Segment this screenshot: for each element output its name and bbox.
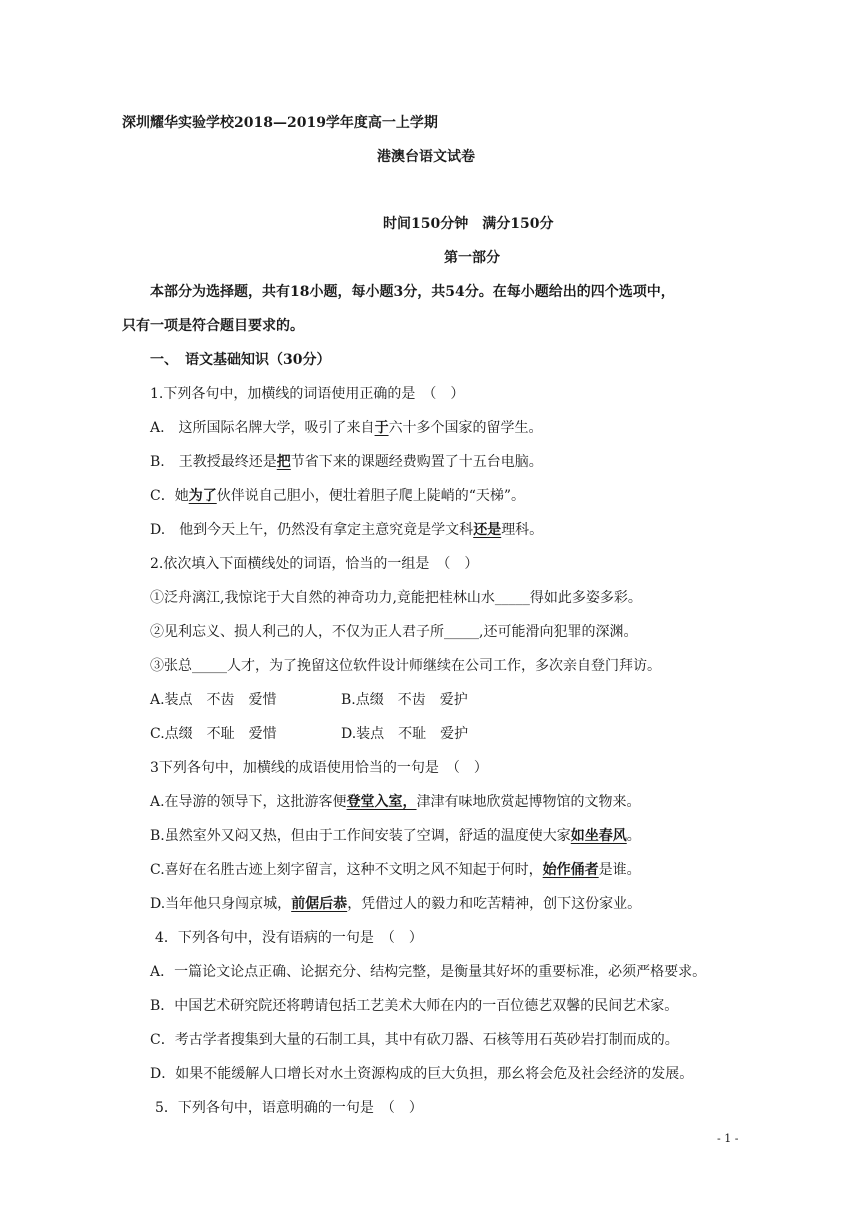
- option-text: A.在导游的领导下，这批游客便: [150, 794, 347, 810]
- section-heading: 一、 语文基础知识（30分）: [150, 352, 331, 368]
- underlined-word: 为了: [188, 488, 217, 504]
- option-text: 理科。: [501, 522, 544, 538]
- option-text: D.当年他只身闯京城，: [150, 896, 292, 912]
- time-score: 时间150分钟 满分150分: [383, 216, 554, 232]
- question-2-sentence-3: ③张总_____人才，为了挽留这位软件设计师继续在公司工作，多次亲自登门拜访。: [150, 658, 661, 674]
- question-3-stem: 3下列各句中，加横线的成语使用恰当的一句是 （ ）: [150, 760, 488, 776]
- option-text: 节省下来的课题经费购置了十五台电脑。: [290, 454, 543, 470]
- question-2-stem: 2.依次填入下面横线处的词语，恰当的一组是 （ ）: [150, 556, 479, 572]
- part-heading: 第一部分: [444, 250, 500, 266]
- option-text: 六十多个国家的留学生。: [388, 420, 543, 436]
- question-2-option-a: A.装点 不齿 爱惜: [150, 692, 277, 708]
- underlined-word: 把: [276, 454, 291, 470]
- question-2-option-d: D.装点 不耻 爱护: [341, 726, 469, 742]
- question-3-option-d: [150, 895, 641, 913]
- page-number: - 1 -: [717, 1132, 739, 1145]
- option-text: 。: [626, 828, 641, 844]
- question-1-option-d: [150, 521, 543, 539]
- instructions-line-1: 本部分为选择题，共有18小题，每小题3分，共54分。在每小题给出的四个选项中，: [150, 284, 675, 300]
- underlined-idiom: 登堂入室，: [346, 794, 417, 810]
- question-4-option-c: C．考古学者搜集到大量的石制工具，其中有砍刀器、石核等用石英砂岩打制而成的。: [150, 1032, 679, 1048]
- question-1-option-a: [150, 419, 543, 437]
- question-2-sentence-1: ①泛舟漓江,我惊诧于大自然的神奇功力,竟能把桂林山水_____得如此多姿多彩。: [150, 590, 642, 606]
- option-text: A. 这所国际名牌大学，吸引了来自: [150, 420, 375, 436]
- question-3-option-a: [150, 793, 641, 811]
- option-text: D. 他到今天上午，仍然没有拿定主意究竟是学文科: [150, 522, 474, 538]
- underlined-idiom: 前倨后恭: [291, 896, 348, 912]
- question-2-sentence-2: ②见利忘义、损人利己的人，不仅为正人君子所_____,还可能滑向犯罪的深渊。: [150, 624, 638, 640]
- option-text: C．她: [150, 488, 189, 504]
- question-2-option-b: B.点缀 不齿 爱护: [341, 692, 468, 708]
- underlined-word: 还是: [473, 522, 502, 538]
- option-text: ，凭借过人的毅力和吃苦精神，创下这份家业。: [347, 896, 642, 912]
- option-text: 津津有味地欣赏起博物馆的文物来。: [416, 794, 641, 810]
- option-text: B.虽然室外又闷又热，但由于工作间安装了空调，舒适的温度使大家: [150, 828, 571, 844]
- school-term-title: 深圳耀华实验学校2018—2019学年度高一上学期: [122, 115, 438, 131]
- question-1-option-b: [150, 453, 543, 471]
- option-text: C.喜好在名胜古迹上刻字留言，这种不文明之风不知起于何时，: [150, 862, 543, 878]
- question-5-stem: 5．下列各句中，语意明确的一句是 （ ）: [155, 1100, 423, 1116]
- question-2-option-c: C.点缀 不耻 爱惜: [150, 726, 277, 742]
- question-3-option-c: [150, 861, 641, 879]
- question-4-option-b: B．中国艺术研究院还将聘请包括工艺美术大师在内的一百位德艺双馨的民间艺术家。: [150, 998, 679, 1014]
- question-4-option-a: A．一篇论文论点正确、论据充分、结构完整，是衡量其好坏的重要标准，必须严格要求。: [150, 964, 707, 980]
- question-1-option-c: [150, 487, 525, 505]
- underlined-word: 于: [374, 420, 389, 436]
- option-text: 伙伴说自己胆小，便壮着胆子爬上陡峭的“天梯”。: [216, 488, 526, 504]
- option-text: B. 王教授最终还是: [150, 454, 277, 470]
- instructions-line-2: 只有一项是符合题目要求的。: [122, 318, 304, 334]
- underlined-idiom: 如坐春风: [570, 828, 627, 844]
- underlined-idiom: 始作俑者: [542, 862, 599, 878]
- question-4-option-d: D．如果不能缓解人口增长对水土资源构成的巨大负担，那幺将会危及社会经济的发展。: [150, 1066, 694, 1082]
- question-4-stem: 4．下列各句中，没有语病的一句是 （ ）: [155, 930, 423, 946]
- question-3-option-b: [150, 827, 641, 845]
- exam-title: 港澳台语文试卷: [377, 149, 475, 165]
- option-text: 是谁。: [598, 862, 641, 878]
- question-1-stem: 1.下列各句中，加横线的词语使用正确的是 （ ）: [150, 386, 465, 402]
